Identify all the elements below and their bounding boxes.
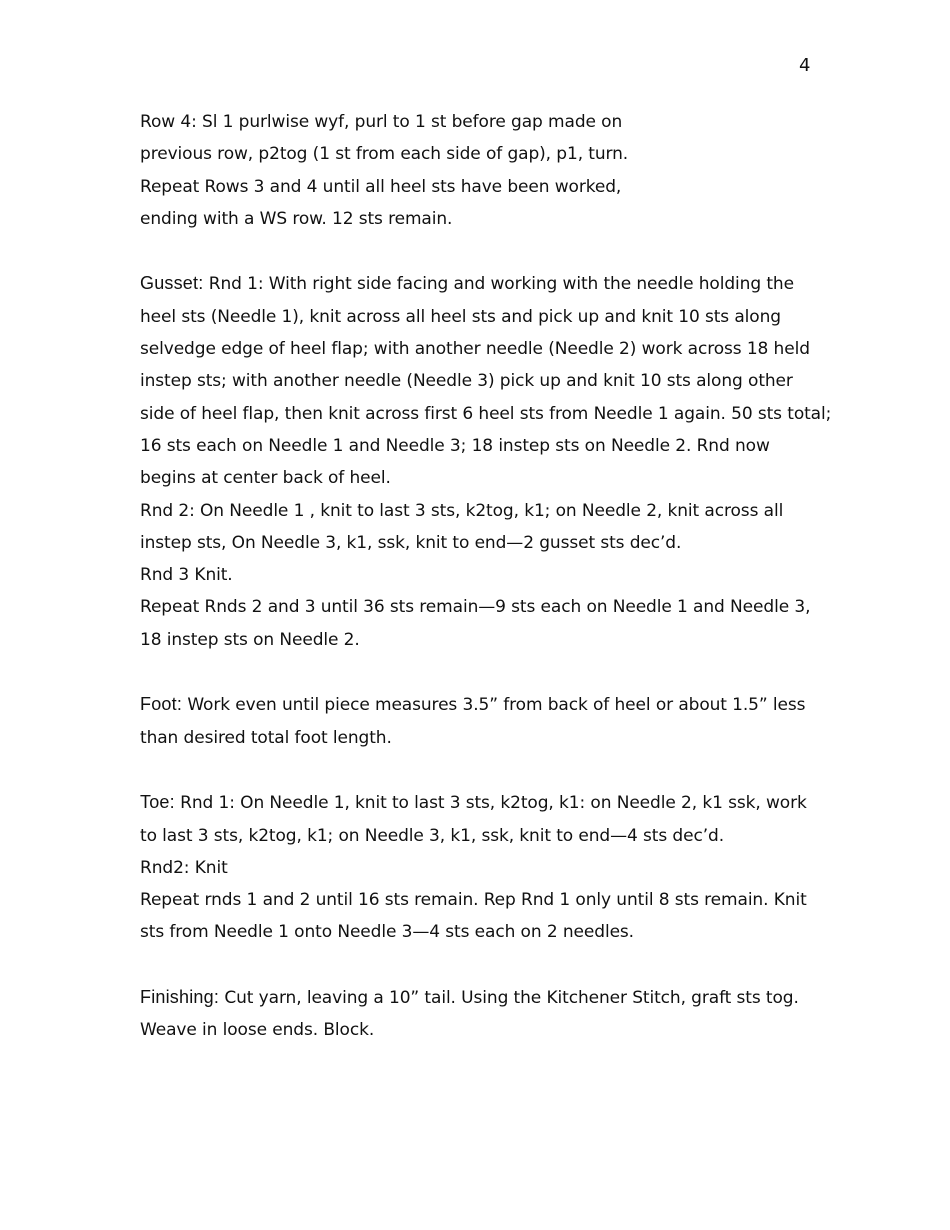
text-line: sts from Needle 1 onto Needle 3—4 sts each on 2 needles. [140,922,634,943]
text-line: 16 sts each on Needle 1 and Needle 3; 18 instep sts on Needle 2. Rnd now [140,435,770,456]
text-line: Rnd 3 Knit. [140,565,233,586]
gusset-section [140,267,830,656]
text-line [140,267,830,300]
foot-heading: Foot: [140,694,183,715]
paragraph-spacer [140,754,830,786]
heel-turn-section [140,106,830,235]
text-line: ending with a WS row. 12 sts remain. [140,208,453,229]
text-run: Rnd 1: On Needle 1, knit to last 3 sts, k2tog, k1: on Needle 2, k1 ssk, work [174,793,807,814]
text-line: begins at center back of heel. [140,468,391,489]
text-line: Repeat Rows 3 and 4 until all heel sts have been worked, [140,176,622,197]
text-line: instep sts, On Needle 3, k1, ssk, knit to end—2 gusset sts dec’d. [140,532,682,553]
text-line: to last 3 sts, k2tog, k1; on Needle 3, k1, ssk, knit to end—4 sts dec’d. [140,825,725,846]
text-line: 18 instep sts on Needle 2. [140,629,360,650]
text-line: heel sts (Needle 1), knit across all heel sts and pick up and knit 10 sts along [140,306,781,327]
text-line: instep sts; with another needle (Needle 3) pick up and knit 10 sts along other [140,371,793,392]
text-line [140,688,830,721]
text-run: Work even until piece measures 3.5” from back of heel or about 1.5” less [182,695,806,716]
page-number: 4 [799,55,811,76]
text-line [140,786,830,819]
paragraph-spacer [140,656,830,688]
text-line: Row 4: Sl 1 purlwise wyf, purl to 1 st before gap made on [140,112,623,132]
text-line: Weave in loose ends. Block. [140,1020,375,1041]
text-line: previous row, p2tog (1 st from each side of gap), p1, turn. [140,144,629,165]
text-line [140,981,830,1014]
text-run: Rnd 1: With right side facing and working with the needle holding the [203,274,794,295]
gusset-heading: Gusset: [140,273,204,294]
text-line: Rnd2: Knit [140,857,228,878]
text-line: Rnd 2: On Needle 1 , knit to last 3 sts, k2tog, k1; on Needle 2, knit across all [140,500,784,521]
pattern-text [140,106,830,1047]
text-line: than desired total foot length. [140,727,392,748]
text-line: Repeat rnds 1 and 2 until 16 sts remain. Rep Rnd 1 only until 8 sts remain. Knit [140,890,807,911]
toe-section [140,786,830,948]
foot-section [140,688,830,754]
toe-heading: Toe: [140,792,175,813]
text-line: selvedge edge of heel flap; with another needle (Needle 2) work across 18 held [140,339,810,360]
finishing-section [140,981,830,1047]
paragraph-spacer [140,235,830,267]
paragraph-spacer [140,949,830,981]
finishing-heading: Finishing: [140,987,220,1008]
text-line: side of heel flap, then knit across first 6 heel sts from Needle 1 again. 50 sts total; [140,403,832,424]
text-line: Repeat Rnds 2 and 3 until 36 sts remain—9 sts each on Needle 1 and Needle 3, [140,597,811,618]
text-run: Cut yarn, leaving a 10” tail. Using the Kitchener Stitch, graft sts tog. [219,988,799,1009]
